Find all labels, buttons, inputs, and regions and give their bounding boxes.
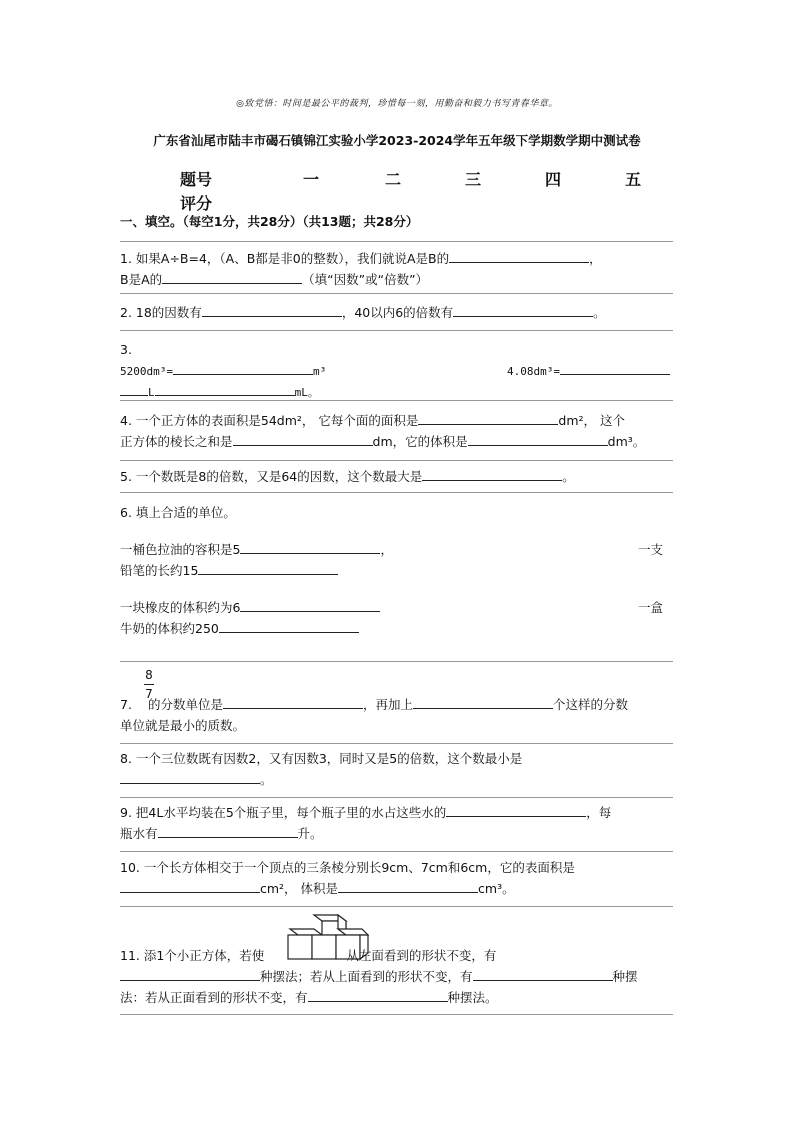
answer-blank[interactable] <box>473 967 613 981</box>
answer-blank[interactable] <box>233 432 373 446</box>
score-header-label: 题号 <box>180 170 213 189</box>
divider <box>120 400 673 401</box>
divider <box>120 330 673 331</box>
answer-blank[interactable] <box>338 879 478 893</box>
answer-blank[interactable] <box>120 967 260 981</box>
divider <box>120 743 673 744</box>
score-col-2: 二 <box>385 170 402 189</box>
question-6: 6. 填上合适的单位。 一桶色拉油的容积是5 ， 一支 铅笔的长约15 一块橡皮的体积约为6 一盒 牛奶的体积约250 <box>120 505 663 636</box>
answer-blank[interactable] <box>449 249 589 263</box>
score-label: 评分 <box>180 194 213 213</box>
exam-title: 广东省汕尾市陆丰市碣石镇锦江实验小学2023-2024学年五年级下学期数学期中测试卷 <box>153 133 641 148</box>
answer-blank[interactable] <box>158 824 298 838</box>
section-1-heading: 一、填空。（每空1分，共28分）（共13题；共28分） <box>120 214 419 229</box>
divider <box>120 492 673 493</box>
score-col-4: 四 <box>545 170 562 189</box>
divider <box>120 906 673 907</box>
divider <box>120 460 673 461</box>
answer-blank[interactable] <box>308 988 448 1002</box>
score-col-3: 三 <box>465 170 482 189</box>
divider <box>120 851 673 852</box>
answer-blank[interactable] <box>468 432 608 446</box>
fraction-8-7: 8 7 <box>145 668 153 701</box>
answer-blank[interactable] <box>155 382 295 396</box>
score-col-5: 五 <box>625 170 642 189</box>
score-table-header <box>0 167 794 191</box>
answer-blank[interactable] <box>560 361 670 375</box>
divider <box>120 661 673 662</box>
divider <box>120 293 673 294</box>
question-3: 3. 5200dm³= m³ 4.08dm³= L mL。 <box>120 339 673 403</box>
question-10: 10. 一个长方体相交于一个顶点的三条棱分别长9cm、7cm和6cm，它的表面积是 cm²， 体积是 cm³。 <box>120 860 575 896</box>
answer-blank[interactable] <box>240 598 380 612</box>
question-8: 8. 一个三位数既有因数2，又有因数3，同时又是5的倍数，这个数最小是 。 <box>120 751 523 787</box>
divider <box>120 241 673 242</box>
question-4: 4. 一个正方体的表面积是54dm²， 它每个面的面积是 dm²， 这个 正方体的棱长之和是 dm，它的体积是 dm³。 <box>120 413 646 449</box>
divider <box>120 797 673 798</box>
answer-blank[interactable] <box>173 361 313 375</box>
answer-blank[interactable] <box>240 540 380 554</box>
question-5: 5. 一个数既是8的倍数，又是64的因数，这个数最大是 。 <box>120 469 575 484</box>
answer-blank[interactable] <box>446 803 586 817</box>
answer-blank[interactable] <box>120 770 260 784</box>
answer-blank[interactable] <box>413 695 553 709</box>
answer-blank[interactable] <box>120 879 260 893</box>
question-9: 9. 把4L水平均装在5个瓶子里，每个瓶子里的水占这些水的 ，每 瓶水有 升。 <box>120 805 612 841</box>
answer-blank[interactable] <box>198 561 338 575</box>
score-col-1: 一 <box>303 170 320 189</box>
question-1: 1. 如果A÷B=4，（A、B都是非0的整数），我们就说A是B的 ， B是A的 （填“因数”或“倍数”） <box>120 251 602 287</box>
divider <box>120 1014 673 1015</box>
answer-blank[interactable] <box>219 619 359 633</box>
answer-blank[interactable] <box>202 303 342 317</box>
motto: ◎致党悟：时间是最公平的裁判，珍惜每一刻，用勤奋和毅力书写青春华章。 <box>236 99 558 109</box>
question-2: 2. 18的因数有 ，40以内6的倍数有 。 <box>120 305 606 320</box>
answer-blank[interactable] <box>162 270 302 284</box>
answer-blank[interactable] <box>223 695 363 709</box>
question-7: 7. 的分数单位是 ，再加上 个这样的分数 单位就是最小的质数。 <box>120 697 628 733</box>
answer-blank[interactable] <box>120 382 148 396</box>
answer-blank[interactable] <box>422 467 562 481</box>
question-11: 11. 添1个小正方体，若使 从左面看到的形状不变，有 种摆法；若从上面看到的形状不变，有 种摆 法：若从正面看到的形状不变，有 种摆法。 <box>120 948 638 1005</box>
answer-blank[interactable] <box>418 411 558 425</box>
answer-blank[interactable] <box>453 303 593 317</box>
